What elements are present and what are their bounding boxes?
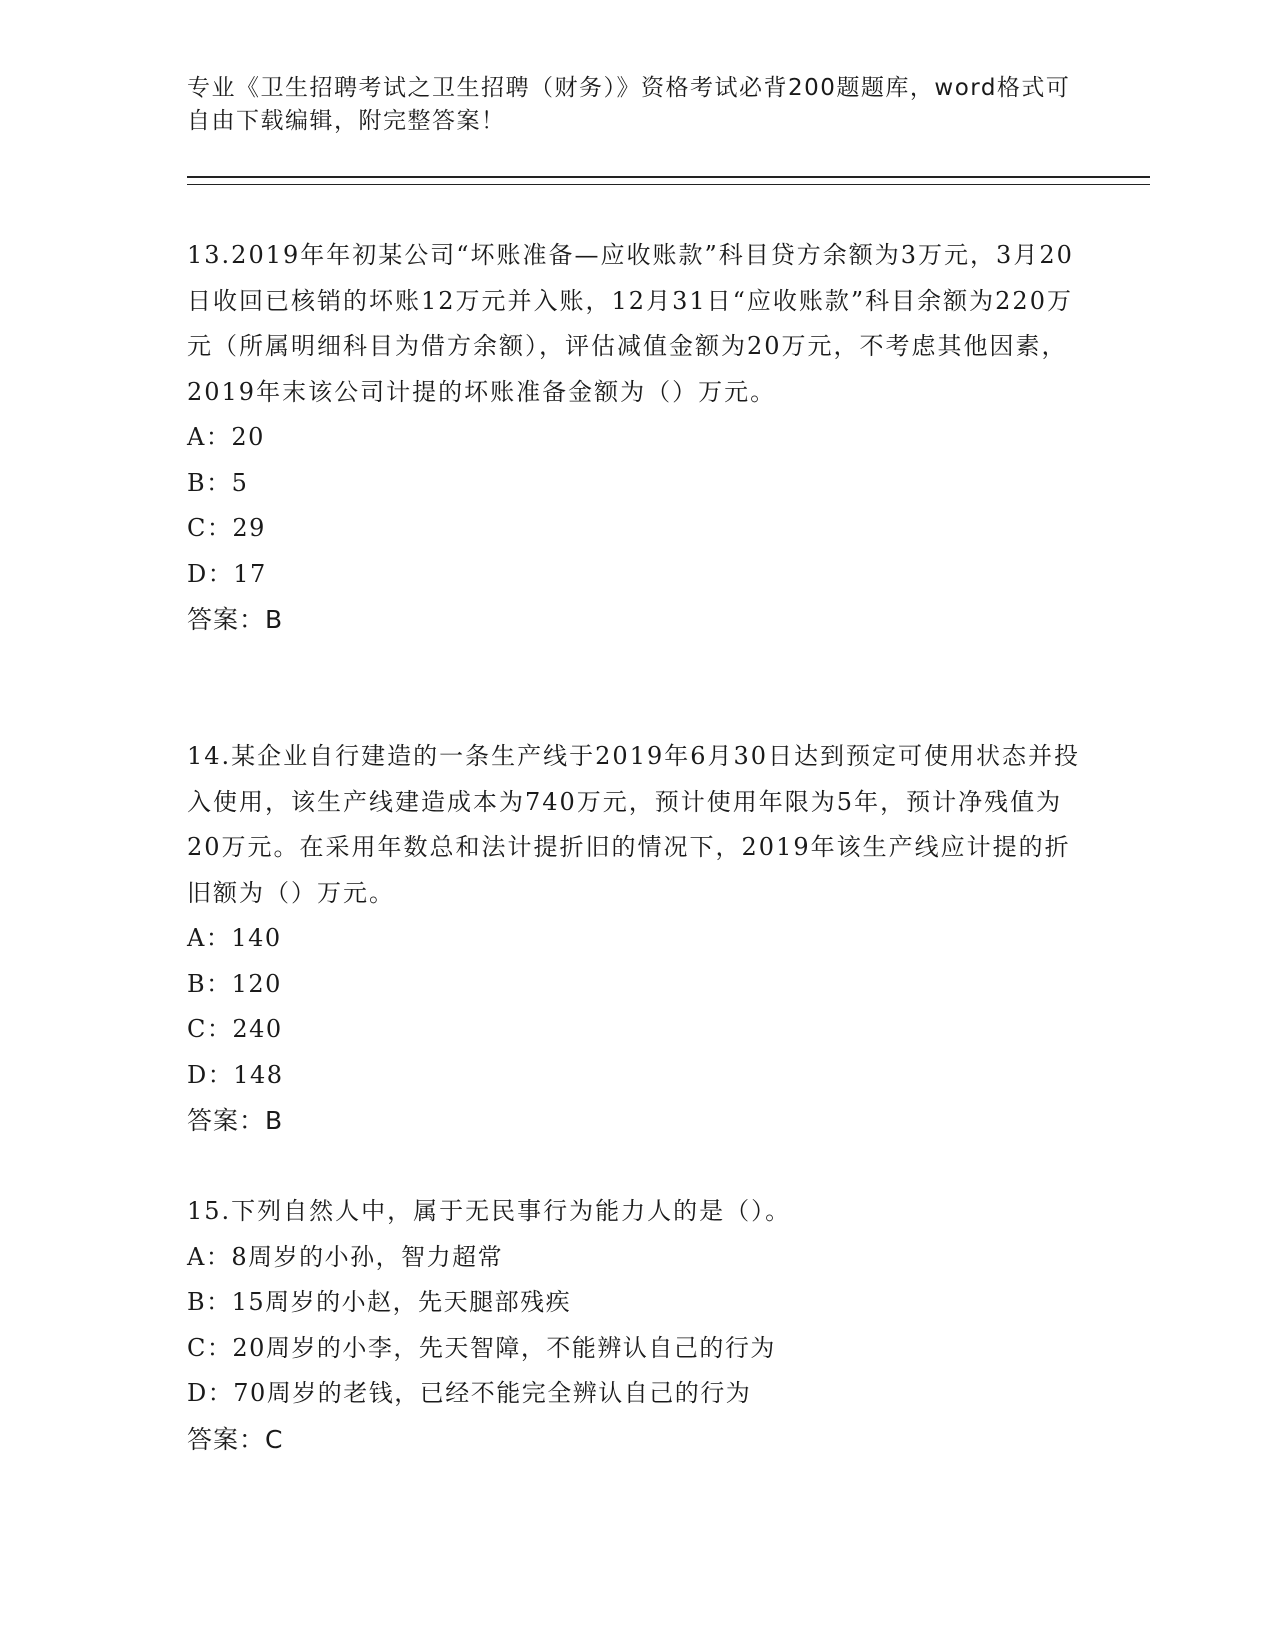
document-header: 专业《卫生招聘考试之卫生招聘（财务）》资格考试必背200题题库，word格式可自由下载编辑，附完整答案！	[187, 75, 1071, 134]
option-a: A：20	[187, 423, 265, 451]
option-d: D：70周岁的老钱，已经不能完全辨认自己的行为	[187, 1379, 752, 1407]
answer: 答案：C	[187, 1424, 284, 1454]
option-b: B：5	[187, 468, 249, 497]
answer: 答案：B	[187, 605, 284, 634]
option-c: C：240	[187, 1015, 283, 1043]
option-a: A：140	[187, 924, 282, 952]
option-d: D：17	[187, 559, 267, 588]
option-d: D：148	[187, 1060, 284, 1089]
question-stem: 15.下列自然人中，属于无民事行为能力人的是（）。	[187, 1197, 792, 1225]
question-stem: 14.某企业自行建造的一条生产线于2019年6月30日达到预定可使用状态并投入使用，该生产线建造成本为740万元，预计使用年限为5年，预计净残值为20万元。在采用年数总和法计提折旧的情况下，2019年该生产线应计提的折旧额为（）万元。	[187, 742, 1081, 907]
question-15	[187, 1189, 1087, 1462]
option-c: C：29	[187, 514, 266, 542]
question-13	[187, 233, 1087, 643]
answer: 答案：B	[187, 1106, 284, 1135]
option-a: A：8周岁的小孙，智力超常	[187, 1242, 504, 1271]
option-b: B：120	[187, 969, 282, 998]
option-b: B：15周岁的小赵，先天腿部残疾	[187, 1288, 572, 1316]
question-14	[187, 734, 1087, 1144]
option-c: C：20周岁的小李，先天智障，不能辨认自己的行为	[187, 1333, 776, 1362]
question-stem: 13.2019年年初某公司“坏账准备—应收账款”科目贷方余额为3万元，3月20日收回已核销的坏账12万元并入账，12月31日“应收账款”科目余额为220万元（所属明细科目为借方余额），评估减值金额为20万元，不考虑其他因素，2019年末该公司计提的坏账准备金额为（）万元。	[187, 241, 1074, 406]
header-divider	[187, 176, 1150, 185]
